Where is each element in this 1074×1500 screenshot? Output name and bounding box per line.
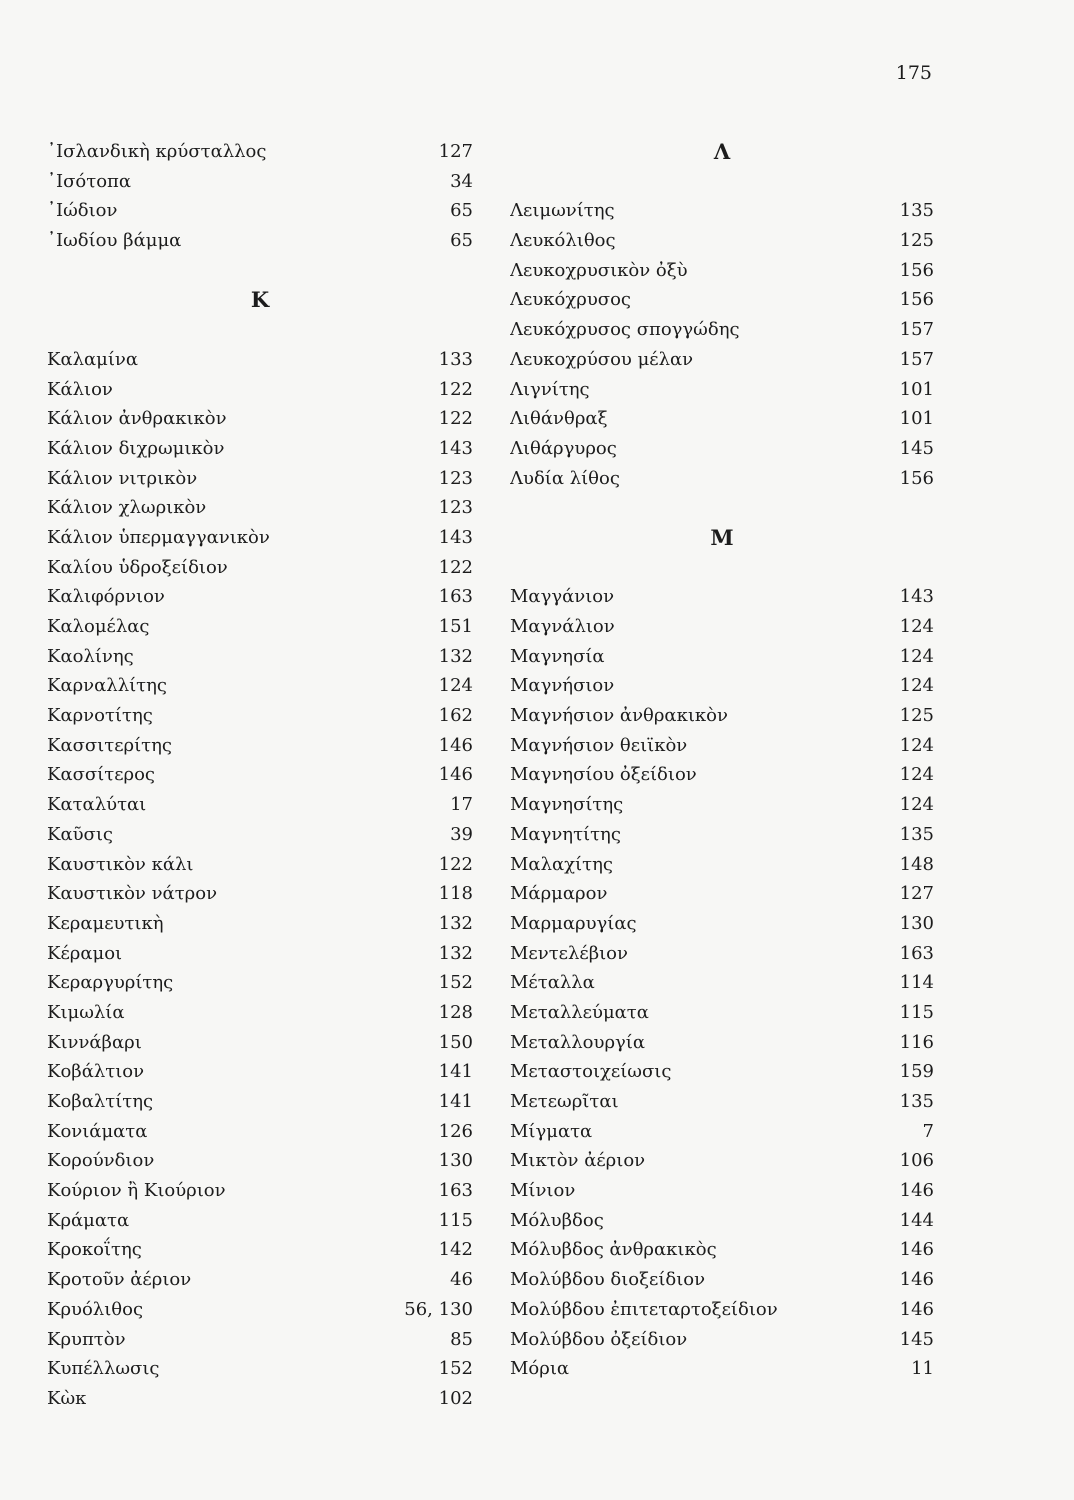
index-entry	[47, 1087, 473, 1117]
index-term: Μολύβδου διοξείδιον	[510, 1269, 706, 1291]
index-term: Κιμωλία	[47, 1001, 125, 1023]
index-entry	[47, 1176, 473, 1206]
index-term: Κάλιον νιτρικὸν	[47, 467, 198, 489]
index-term: Κάλιον χλωρικὸν	[47, 497, 207, 519]
index-page-ref: 124	[899, 616, 934, 637]
index-term: Μίγματα	[510, 1120, 593, 1142]
index-page-ref: 157	[899, 319, 934, 341]
index-page-ref: 163	[438, 586, 473, 608]
spacer	[510, 493, 934, 523]
index-page-ref: 56, 130	[404, 1298, 473, 1320]
index-entry	[47, 1354, 473, 1384]
index-entry	[47, 642, 473, 672]
index-page-ref: 130	[438, 1150, 473, 1172]
index-column-left	[47, 137, 473, 1414]
index-page-ref: 143	[438, 437, 473, 459]
index-entry	[510, 196, 934, 226]
index-entry	[510, 375, 934, 405]
index-term: Κρυπτὸν	[47, 1328, 126, 1350]
index-page-ref: 122	[438, 378, 473, 400]
index-page-ref: 115	[899, 1001, 934, 1023]
index-page-ref: 101	[899, 408, 934, 430]
index-term: Μαγνήσιον θειϊκὸν	[510, 734, 688, 756]
index-page-ref: 145	[899, 437, 934, 459]
index-page-ref: 128	[438, 1001, 473, 1023]
index-term: Καρνοτίτης	[47, 705, 153, 727]
index-entry	[510, 1325, 934, 1355]
index-entry	[47, 760, 473, 790]
index-page-ref: 146	[438, 764, 473, 786]
index-section-lambda	[510, 196, 934, 493]
index-page-ref: 132	[438, 645, 473, 667]
index-entry	[510, 1235, 934, 1265]
index-term: Καλαμίνα	[47, 348, 139, 370]
index-term: Μολύβδου ἐπιτεταρτοξείδιον	[510, 1298, 778, 1320]
index-page-ref: 122	[438, 556, 473, 578]
index-page-ref: 159	[899, 1061, 934, 1083]
index-term: Μόλυβδος ἀνθρακικὸς	[510, 1239, 717, 1261]
index-page-ref: 152	[438, 1358, 473, 1380]
index-term: Κασσιτερίτης	[47, 734, 172, 756]
index-entry	[47, 790, 473, 820]
index-page-ref: 130	[899, 912, 934, 934]
index-term: Λιθάργυρος	[510, 437, 617, 459]
index-term: Λιθάνθραξ	[510, 408, 608, 430]
index-term: ᾿Ιωδίου βάμμα	[47, 230, 182, 252]
index-page-ref: 34	[450, 170, 473, 192]
index-column-right	[510, 137, 934, 1384]
section-letter-lambda: Λ	[713, 139, 731, 164]
index-term: Κορούνδιον	[47, 1150, 155, 1172]
index-section-kappa	[47, 345, 473, 1414]
index-term: Μαγνησία	[510, 645, 605, 667]
index-term: Λευκόχρυσος	[510, 289, 631, 311]
index-term: Καολίνης	[47, 645, 134, 667]
index-entry	[47, 523, 473, 553]
index-term: Κούριον ἢ Κιούριον	[47, 1180, 226, 1202]
index-page-ref: 125	[899, 705, 934, 727]
index-entry	[510, 1117, 934, 1147]
index-page-ref: 135	[899, 1091, 934, 1112]
index-page-ref: 146	[438, 734, 473, 756]
index-term: Μαγγάνιον	[510, 586, 615, 608]
index-entry	[510, 1354, 934, 1384]
index-entry	[47, 196, 473, 226]
index-page-ref: 145	[899, 1328, 934, 1350]
index-entry	[47, 612, 473, 642]
index-entry	[47, 1057, 473, 1087]
index-page-ref: 146	[899, 1239, 934, 1261]
index-entry	[510, 1057, 934, 1087]
index-page-ref: 132	[438, 912, 473, 934]
index-entry	[47, 1028, 473, 1058]
index-term: Λευκόλιθος	[510, 230, 616, 252]
index-page-ref: 141	[438, 1091, 473, 1112]
index-page-ref: 157	[899, 348, 934, 370]
index-term: Μικτὸν ἀέριον	[510, 1150, 646, 1172]
index-entry	[510, 790, 934, 820]
index-page-ref: 101	[899, 378, 934, 400]
index-page-ref: 156	[899, 289, 934, 311]
index-page-ref: 46	[450, 1269, 473, 1291]
index-entry	[47, 909, 473, 939]
index-page-ref: 125	[899, 230, 934, 252]
spacer	[510, 167, 934, 197]
index-term: Καλίου ὑδροξείδιον	[47, 556, 228, 578]
index-entry	[510, 671, 934, 701]
index-term: Κυπέλλωσις	[47, 1358, 160, 1380]
index-term: Μαγνάλιον	[510, 616, 615, 637]
index-entry	[510, 1028, 934, 1058]
index-term: Κρυόλιθος	[47, 1298, 144, 1320]
index-entry	[47, 1206, 473, 1236]
index-page-ref: 116	[899, 1031, 934, 1053]
index-term: Λευκοχρύσου μέλαν	[510, 348, 694, 370]
index-entry	[510, 345, 934, 375]
index-entry	[510, 226, 934, 256]
index-entry	[510, 939, 934, 969]
page-number: 175	[895, 62, 932, 84]
index-entry	[47, 1146, 473, 1176]
index-page-ref: 142	[438, 1239, 473, 1261]
index-entry	[47, 939, 473, 969]
index-entry	[510, 998, 934, 1028]
spacer	[510, 553, 934, 583]
index-page-ref: 39	[450, 823, 473, 845]
index-term: Λειμωνίτης	[510, 200, 615, 222]
index-entry	[47, 434, 473, 464]
index-term: Καταλύται	[47, 794, 147, 816]
index-page-ref: 146	[899, 1180, 934, 1202]
index-page-ref: 123	[438, 467, 473, 489]
index-term: Καυστικὸν κάλι	[47, 853, 194, 875]
index-term: Καλομέλας	[47, 616, 150, 637]
index-entry	[510, 1146, 934, 1176]
index-page-ref: 143	[438, 526, 473, 548]
index-term: Κράματα	[47, 1209, 130, 1231]
index-term: Κεραμευτικὴ	[47, 912, 164, 934]
index-term: Καρναλλίτης	[47, 675, 167, 697]
index-term: Λυδία λίθος	[510, 467, 620, 489]
index-entry	[510, 879, 934, 909]
index-page-ref: 124	[438, 675, 473, 697]
index-entry	[510, 1087, 934, 1117]
index-term: Μεταλλεύματα	[510, 1001, 649, 1023]
index-group-iota	[47, 137, 473, 256]
index-entry	[510, 909, 934, 939]
index-page-ref: 156	[899, 467, 934, 489]
index-entry	[510, 315, 934, 345]
index-entry	[510, 1295, 934, 1325]
index-entry	[510, 701, 934, 731]
index-entry	[47, 879, 473, 909]
index-page-ref: 17	[450, 794, 473, 816]
index-term: Λιγνίτης	[510, 378, 590, 400]
index-page-ref: 152	[438, 972, 473, 994]
index-term: Μαγνήσιον	[510, 675, 615, 697]
index-page-ref: 141	[438, 1061, 473, 1083]
index-entry	[510, 434, 934, 464]
index-term: Κιννάβαρι	[47, 1031, 142, 1053]
index-term: Λευκοχρυσικὸν ὀξὺ	[510, 259, 688, 281]
index-term: Μαγνησίτης	[510, 794, 624, 816]
index-page-ref: 102	[438, 1387, 473, 1409]
index-term: Μόρια	[510, 1358, 570, 1380]
index-page-ref: 118	[438, 883, 473, 905]
index-entry	[510, 612, 934, 642]
spacer	[47, 256, 473, 286]
index-page-ref: 151	[438, 616, 473, 637]
index-entry	[47, 375, 473, 405]
index-term: Καλιφόρνιον	[47, 586, 165, 608]
index-entry	[510, 820, 934, 850]
index-page-ref: 150	[438, 1031, 473, 1053]
index-entry	[510, 642, 934, 672]
spacer	[47, 315, 473, 345]
index-entry	[510, 1206, 934, 1236]
index-page-ref: 156	[899, 259, 934, 281]
index-page-ref: 65	[450, 200, 473, 222]
index-page-ref: 133	[438, 348, 473, 370]
index-term: Μαγνησίου ὀξείδιον	[510, 764, 697, 786]
index-page-ref: 65	[450, 230, 473, 252]
index-term: Κάλιον	[47, 378, 113, 400]
index-term: Κοβαλτίτης	[47, 1091, 154, 1112]
index-term: Μαγνήσιον ἀνθρακικὸν	[510, 705, 728, 727]
index-page-ref: 7	[922, 1120, 934, 1142]
index-term: ᾿Ιώδιον	[47, 200, 118, 222]
index-term: Κέραμοι	[47, 942, 123, 964]
index-entry	[47, 968, 473, 998]
index-page-ref: 135	[899, 823, 934, 845]
index-entry	[510, 1265, 934, 1295]
index-page-ref: 163	[899, 942, 934, 964]
index-entry	[510, 404, 934, 434]
index-page-ref: 144	[899, 1209, 934, 1231]
index-term: Κονιάματα	[47, 1120, 148, 1142]
index-term: Καυστικὸν νάτρον	[47, 883, 218, 905]
index-entry	[510, 968, 934, 998]
index-term: Μόλυβδος	[510, 1209, 604, 1231]
index-page-ref: 114	[899, 972, 934, 994]
index-entry	[510, 850, 934, 880]
index-entry	[47, 671, 473, 701]
index-page-ref: 126	[438, 1120, 473, 1142]
index-page-ref: 127	[438, 141, 473, 162]
index-entry	[510, 285, 934, 315]
index-page-ref: 143	[899, 586, 934, 608]
index-entry	[47, 167, 473, 197]
index-entry	[47, 1117, 473, 1147]
section-letter-kappa: Κ	[250, 287, 270, 313]
index-entry	[47, 553, 473, 583]
index-term: Μέταλλα	[510, 972, 595, 994]
index-section-mu	[510, 582, 934, 1384]
index-term: Μολύβδου ὀξείδιον	[510, 1328, 688, 1350]
section-letter-mu: Μ	[710, 524, 734, 550]
index-term: Κάλιον ὑπερμαγγανικὸν	[47, 526, 270, 548]
index-page-ref: 146	[899, 1298, 934, 1320]
index-term: Μαρμαρυγίας	[510, 912, 637, 934]
index-page-ref: 124	[899, 794, 934, 816]
index-page-ref: 163	[438, 1180, 473, 1202]
index-term: Μετεωρῖται	[510, 1091, 619, 1112]
index-page-ref: 146	[899, 1269, 934, 1291]
index-entry	[510, 760, 934, 790]
index-page-ref: 148	[899, 853, 934, 875]
index-term: ᾿Ισότοπα	[47, 170, 132, 192]
index-page-ref: 122	[438, 408, 473, 430]
index-term: Μαγνητίτης	[510, 823, 621, 845]
index-entry	[47, 493, 473, 523]
index-entry	[47, 404, 473, 434]
index-page-ref: 124	[899, 675, 934, 697]
index-term: Κασσίτερος	[47, 764, 156, 786]
index-entry	[47, 1265, 473, 1295]
index-entry	[510, 464, 934, 494]
index-term: Κοβάλτιον	[47, 1061, 145, 1083]
index-entry	[47, 1235, 473, 1265]
index-page-ref: 115	[438, 1209, 473, 1231]
index-term: Κάλιον διχρωμικὸν	[47, 437, 225, 459]
index-page-ref: 132	[438, 942, 473, 964]
index-entry	[510, 731, 934, 761]
index-entry	[47, 998, 473, 1028]
index-page-ref: 123	[438, 497, 473, 519]
index-entry	[510, 256, 934, 286]
index-page-ref: 11	[911, 1358, 934, 1380]
index-term: ᾿Ισλανδικὴ κρύσταλλος	[47, 141, 267, 162]
index-term: Μαλαχίτης	[510, 853, 613, 875]
index-term: Μεταστοιχείωσις	[510, 1061, 672, 1083]
index-term: Καῦσις	[47, 823, 113, 845]
index-page-ref: 124	[899, 764, 934, 786]
index-entry	[47, 1325, 473, 1355]
index-entry	[47, 137, 473, 167]
index-term: Κὼκ	[47, 1387, 87, 1409]
index-page-ref: 135	[899, 200, 934, 222]
index-term: Μεταλλουργία	[510, 1031, 646, 1053]
index-entry	[47, 1295, 473, 1325]
index-term: Μάρμαρον	[510, 883, 608, 905]
index-entry	[47, 345, 473, 375]
index-entry	[47, 850, 473, 880]
index-entry	[47, 731, 473, 761]
index-term: Κάλιον ἀνθρακικὸν	[47, 408, 227, 430]
index-term: Μίνιον	[510, 1180, 576, 1202]
index-entry	[47, 464, 473, 494]
index-term: Μεντελέβιον	[510, 942, 628, 964]
index-entry	[47, 701, 473, 731]
index-page-ref: 124	[899, 734, 934, 756]
index-page-ref: 122	[438, 853, 473, 875]
index-entry	[47, 1384, 473, 1414]
index-page-ref: 127	[899, 883, 934, 905]
index-page-ref: 106	[899, 1150, 934, 1172]
index-entry	[47, 820, 473, 850]
index-term: Κεραργυρίτης	[47, 972, 174, 994]
index-term: Κροκοΐτης	[47, 1239, 142, 1261]
index-term: Κροτοῦν ἀέριον	[47, 1269, 192, 1291]
index-term: Λευκόχρυσος σπογγώδης	[510, 319, 740, 341]
index-entry	[510, 1176, 934, 1206]
index-page-ref: 85	[450, 1328, 473, 1350]
index-entry	[510, 582, 934, 612]
index-page-ref: 162	[438, 705, 473, 727]
index-page-ref: 124	[899, 645, 934, 667]
index-entry	[47, 226, 473, 256]
index-entry	[47, 582, 473, 612]
